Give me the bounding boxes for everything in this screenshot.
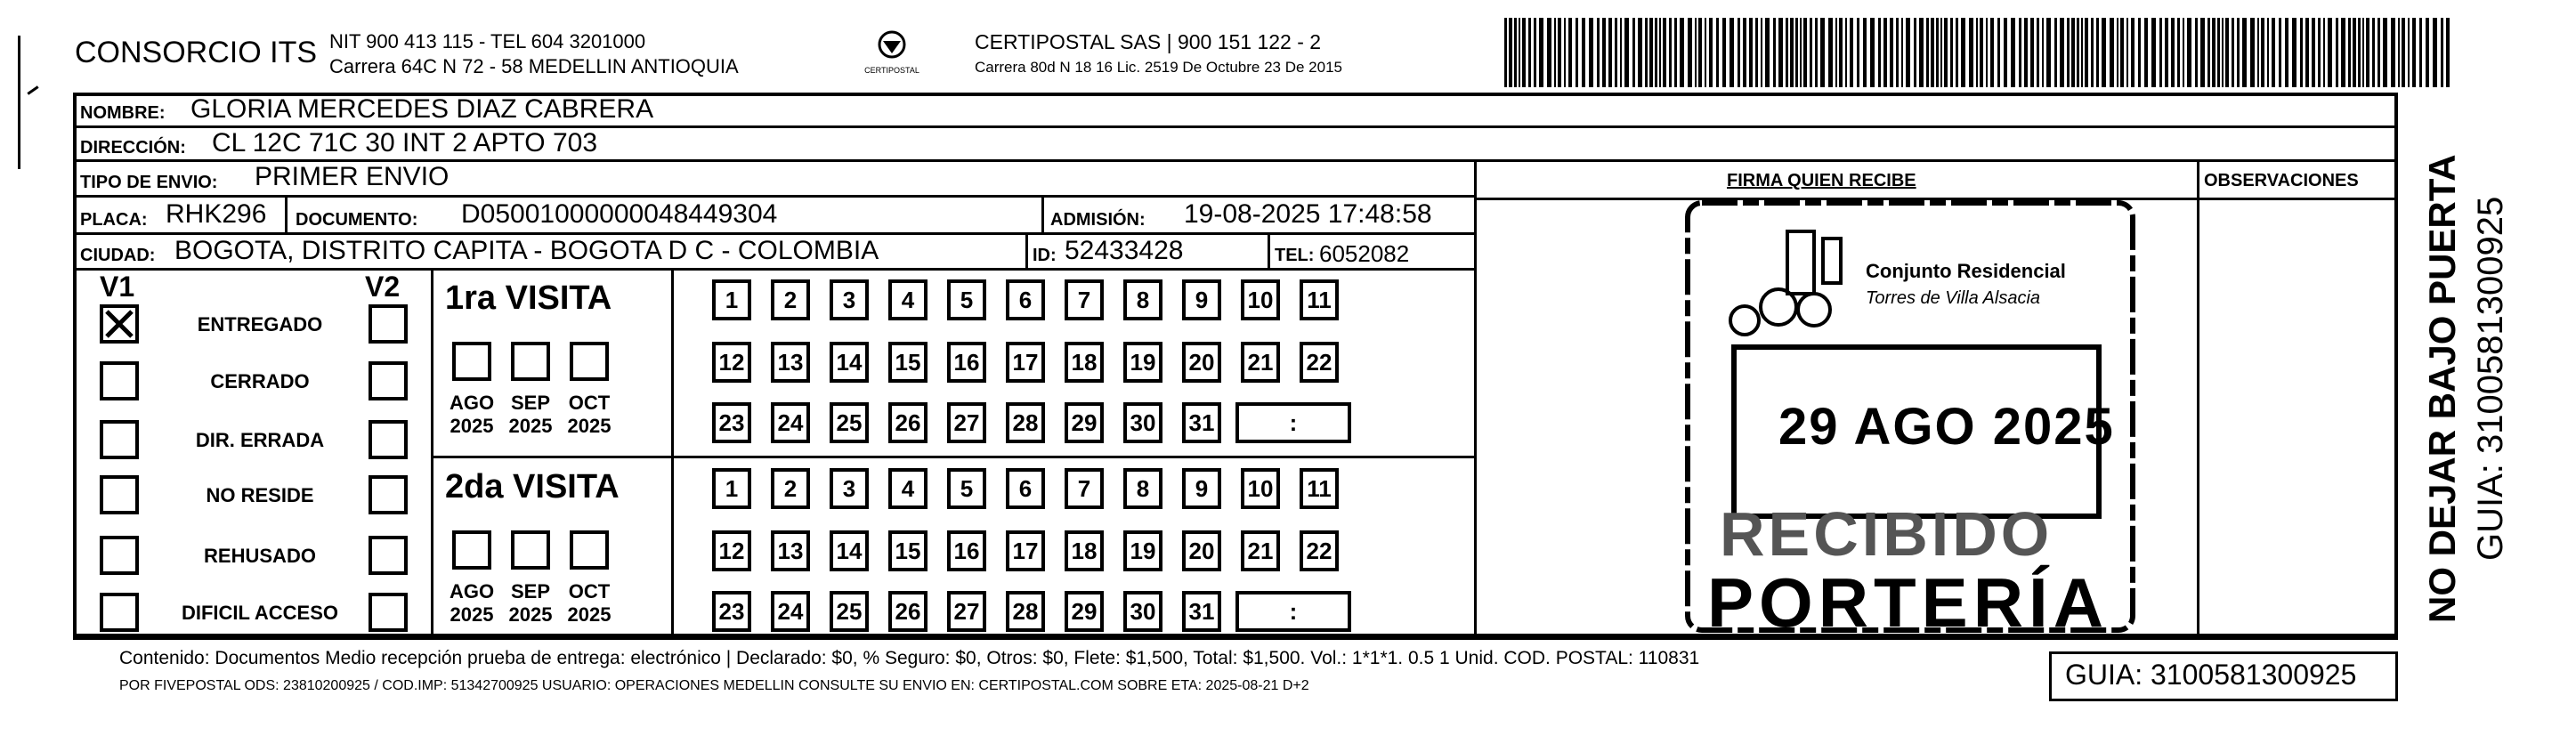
status-option-label: ENTREGADO bbox=[197, 313, 323, 336]
name-value: GLORIA MERCEDES DIAZ CABRERA bbox=[190, 94, 654, 124]
status-option-label: CERRADO bbox=[210, 370, 310, 392]
day-box[interactable]: 29 bbox=[1065, 591, 1104, 632]
month-label: SEP 2025 bbox=[508, 580, 553, 626]
v1-checkbox[interactable] bbox=[100, 593, 139, 632]
reception-stamp bbox=[1681, 196, 2143, 641]
day-box[interactable]: 22 bbox=[1300, 342, 1339, 383]
day-box[interactable]: 10 bbox=[1241, 468, 1280, 509]
stamp-line1: Conjunto Residencial bbox=[1866, 260, 2066, 282]
day-box[interactable]: 12 bbox=[712, 342, 751, 383]
side-warning: NO DEJAR BAJO PUERTA bbox=[2421, 154, 2463, 623]
signature-label: FIRMA QUIEN RECIBE bbox=[1727, 171, 1916, 190]
tel-label: TEL: bbox=[1275, 246, 1315, 265]
day-box[interactable]: 12 bbox=[712, 530, 751, 571]
visit-title: 2da VISITA bbox=[445, 468, 620, 505]
month-checkbox[interactable] bbox=[570, 530, 609, 570]
stamp-line2: Torres de Villa Alsacia bbox=[1866, 288, 2041, 308]
check-x-icon bbox=[103, 308, 135, 340]
day-box[interactable]: 23 bbox=[712, 591, 751, 632]
side-guia: GUIA: 3100581300925 bbox=[2471, 196, 2510, 561]
day-box[interactable]: 27 bbox=[947, 402, 986, 443]
time-box[interactable]: : bbox=[1235, 591, 1351, 632]
footer-line2: POR FIVEPOSTAL ODS: 23810200925 / COD.IMP: 51342700925 USUARIO: OPERACIONES MEDELLIN CONSULTE SU ENVIO EN: CERTIPOSTAL.COM SOBRE ETA: 2025-08-21 D+2 bbox=[119, 678, 1309, 693]
day-box[interactable]: 7 bbox=[1065, 468, 1104, 509]
day-box[interactable]: 3 bbox=[830, 468, 869, 509]
day-box[interactable]: 5 bbox=[947, 468, 986, 509]
day-box[interactable]: 1 bbox=[712, 279, 751, 320]
obs-column bbox=[2197, 162, 2199, 637]
status-option-label: REHUSADO bbox=[204, 545, 316, 567]
day-box[interactable]: 28 bbox=[1006, 591, 1045, 632]
carrier-address: Carrera 80d N 18 16 Lic. 2519 De Octubre 23 De 2015 bbox=[975, 59, 1342, 76]
type-label: TIPO DE ENVIO: bbox=[80, 173, 218, 192]
address-value: CL 12C 71C 30 INT 2 APTO 703 bbox=[212, 128, 598, 158]
day-box[interactable]: 17 bbox=[1006, 342, 1045, 383]
month-label: OCT 2025 bbox=[567, 392, 612, 437]
footer-guia: GUIA: 3100581300925 bbox=[2065, 659, 2357, 691]
month-checkbox[interactable] bbox=[452, 342, 491, 381]
company-nit: NIT 900 413 115 - TEL 604 3201000 bbox=[329, 30, 646, 53]
day-box[interactable]: 24 bbox=[771, 591, 810, 632]
day-box[interactable]: 16 bbox=[947, 530, 986, 571]
v1-checkbox[interactable] bbox=[100, 475, 139, 514]
day-box[interactable]: 20 bbox=[1182, 530, 1221, 571]
month-label: AGO 2025 bbox=[449, 580, 495, 626]
day-box[interactable]: 17 bbox=[1006, 530, 1045, 571]
day-box[interactable]: 15 bbox=[888, 530, 928, 571]
day-box[interactable]: 21 bbox=[1241, 530, 1280, 571]
tel-divider bbox=[1268, 235, 1270, 271]
observations-label: OBSERVACIONES bbox=[2204, 171, 2359, 190]
day-box[interactable]: 22 bbox=[1300, 530, 1339, 571]
day-box[interactable]: 13 bbox=[771, 342, 810, 383]
month-checkbox[interactable] bbox=[511, 342, 550, 381]
status-option-label: DIFICIL ACCESO bbox=[181, 602, 338, 624]
day-box[interactable]: 18 bbox=[1065, 530, 1104, 571]
footer-line1: Contenido: Documentos Medio recepción prueba de entrega: electrónico | Declarado: $0, % Seguro: $0, Otros: $0, Flete: $1,500, Total: $1,500. Vol.: 1*1*1. 0.5 1 Unid. COD. POSTAL: 110831 bbox=[119, 648, 1700, 668]
day-box[interactable]: 4 bbox=[888, 279, 928, 320]
status-divider bbox=[431, 271, 433, 637]
month-checkbox[interactable] bbox=[511, 530, 550, 570]
stamp-porteria: PORTERÍA bbox=[1707, 563, 2110, 642]
day-box[interactable]: 11 bbox=[1300, 468, 1339, 509]
stamp-date: 29 AGO 2025 bbox=[1778, 398, 2115, 456]
type-value: PRIMER ENVIO bbox=[255, 162, 450, 191]
day-box[interactable]: 26 bbox=[888, 591, 928, 632]
v2-checkbox[interactable] bbox=[369, 475, 408, 514]
day-box[interactable]: 2 bbox=[771, 279, 810, 320]
day-box[interactable]: 24 bbox=[771, 402, 810, 443]
month-label: AGO 2025 bbox=[449, 392, 495, 437]
month-label: OCT 2025 bbox=[567, 580, 612, 626]
tel-value: 6052082 bbox=[1319, 240, 1410, 267]
month-divider bbox=[671, 271, 674, 637]
day-box[interactable]: 16 bbox=[947, 342, 986, 383]
name-label: NOMBRE: bbox=[80, 103, 166, 123]
day-box[interactable]: 31 bbox=[1182, 402, 1221, 443]
day-box[interactable]: 28 bbox=[1006, 402, 1045, 443]
plate-label: PLACA: bbox=[80, 210, 148, 230]
day-box[interactable]: 9 bbox=[1182, 279, 1221, 320]
day-box[interactable]: 15 bbox=[888, 342, 928, 383]
month-label: SEP 2025 bbox=[508, 392, 553, 437]
status-option-label: DIR. ERRADA bbox=[195, 429, 325, 451]
address-label: DIRECCIÓN: bbox=[80, 138, 186, 158]
logo-text: CERTIPOSTAL bbox=[864, 66, 919, 75]
stamp-received: RECIBIDO bbox=[1720, 499, 2054, 569]
day-box[interactable]: 25 bbox=[830, 591, 869, 632]
day-box[interactable]: 20 bbox=[1182, 342, 1221, 383]
admission-divider bbox=[1041, 198, 1044, 235]
day-box[interactable]: 11 bbox=[1300, 279, 1339, 320]
edge-mark bbox=[27, 85, 38, 94]
document-value: D05001000000048449304 bbox=[461, 199, 778, 229]
v1-checkbox[interactable] bbox=[100, 361, 139, 400]
v2-checkbox[interactable] bbox=[369, 420, 408, 459]
day-box[interactable]: 1 bbox=[712, 468, 751, 509]
day-box[interactable]: 5 bbox=[947, 279, 986, 320]
day-box[interactable]: 19 bbox=[1123, 342, 1162, 383]
v1-checkbox[interactable] bbox=[100, 304, 139, 344]
company-address: Carrera 64C N 72 - 58 MEDELLIN ANTIOQUIA bbox=[329, 55, 739, 77]
status-option-label: NO RESIDE bbox=[206, 484, 314, 506]
plate-value: RHK296 bbox=[166, 199, 267, 229]
month-checkbox[interactable] bbox=[452, 530, 491, 570]
id-divider bbox=[1025, 235, 1028, 271]
city-value: BOGOTA, DISTRITO CAPITA - BOGOTA D C - COLOMBIA bbox=[174, 236, 879, 265]
day-box[interactable]: 29 bbox=[1065, 402, 1104, 443]
v2-checkbox[interactable] bbox=[369, 536, 408, 575]
plate-divider bbox=[285, 198, 288, 235]
certipostal-logo bbox=[856, 27, 928, 84]
day-box[interactable]: 30 bbox=[1123, 591, 1162, 632]
day-box[interactable]: 10 bbox=[1241, 279, 1280, 320]
month-checkbox[interactable] bbox=[570, 342, 609, 381]
day-box[interactable]: 19 bbox=[1123, 530, 1162, 571]
day-box[interactable]: 7 bbox=[1065, 279, 1104, 320]
day-box[interactable]: 8 bbox=[1123, 468, 1162, 509]
id-label: ID: bbox=[1033, 246, 1057, 265]
day-box[interactable]: 26 bbox=[888, 402, 928, 443]
v2-checkbox[interactable] bbox=[369, 304, 408, 344]
day-box[interactable]: 6 bbox=[1006, 279, 1045, 320]
v2-label: V2 bbox=[365, 271, 401, 303]
day-box[interactable]: 8 bbox=[1123, 279, 1162, 320]
day-box[interactable]: 23 bbox=[712, 402, 751, 443]
day-box[interactable]: 3 bbox=[830, 279, 869, 320]
day-box[interactable]: 30 bbox=[1123, 402, 1162, 443]
day-box[interactable]: 31 bbox=[1182, 591, 1221, 632]
v2-checkbox[interactable] bbox=[369, 593, 408, 632]
day-box[interactable]: 6 bbox=[1006, 468, 1045, 509]
day-box[interactable]: 14 bbox=[830, 342, 869, 383]
time-box[interactable]: : bbox=[1235, 402, 1351, 443]
barcode bbox=[1504, 18, 2448, 87]
v2-checkbox[interactable] bbox=[369, 361, 408, 400]
day-box[interactable]: 2 bbox=[771, 468, 810, 509]
document-label: DOCUMENTO: bbox=[296, 210, 418, 230]
v1-label: V1 bbox=[100, 271, 135, 303]
day-box[interactable]: 21 bbox=[1241, 342, 1280, 383]
day-box[interactable]: 14 bbox=[830, 530, 869, 571]
edge-mark bbox=[18, 36, 20, 169]
day-box[interactable]: 18 bbox=[1065, 342, 1104, 383]
day-box[interactable]: 9 bbox=[1182, 468, 1221, 509]
day-box[interactable]: 27 bbox=[947, 591, 986, 632]
day-box[interactable]: 13 bbox=[771, 530, 810, 571]
city-label: CIUDAD: bbox=[80, 246, 156, 265]
v1-checkbox[interactable] bbox=[100, 420, 139, 459]
visit-title: 1ra VISITA bbox=[445, 279, 612, 317]
visit-divider bbox=[431, 456, 1476, 458]
v1-checkbox[interactable] bbox=[100, 536, 139, 575]
day-box[interactable]: 25 bbox=[830, 402, 869, 443]
admission-value: 19-08-2025 17:48:58 bbox=[1184, 199, 1432, 229]
id-value: 52433428 bbox=[1065, 236, 1184, 265]
admission-label: ADMISIÓN: bbox=[1050, 210, 1146, 230]
day-box[interactable]: 4 bbox=[888, 468, 928, 509]
company-name: CONSORCIO ITS bbox=[75, 36, 318, 69]
carrier-name: CERTIPOSTAL SAS | 900 151 122 - 2 bbox=[975, 30, 1322, 53]
